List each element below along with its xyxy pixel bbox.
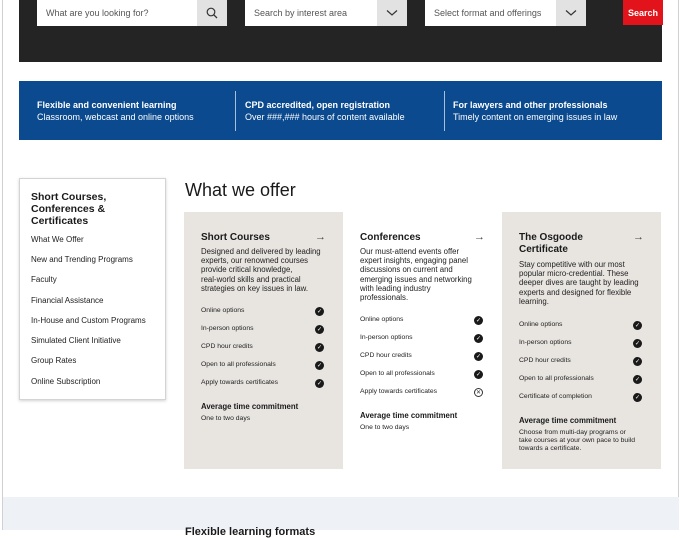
option-label: In-person options xyxy=(360,334,413,341)
card-desc-line: deeper dives are taught by leading xyxy=(519,278,639,288)
option-label: Apply towards certificates xyxy=(360,388,438,395)
card-title-line: Conferences xyxy=(360,232,421,243)
time-line: Choose from multi-day programs or xyxy=(519,429,626,436)
interest-area-select[interactable] xyxy=(245,0,407,26)
interest-area-placeholder: Search by interest area xyxy=(254,8,348,18)
time-commitment-title: Average time commitment xyxy=(201,402,299,411)
option-label: Certificate of completion xyxy=(519,393,592,400)
card-desc-line: expert insights, engaging panel xyxy=(360,256,468,266)
card-title xyxy=(360,232,470,244)
chevron-down-icon xyxy=(565,9,577,17)
formats-section-title: Flexible learning formats xyxy=(185,526,316,538)
arrow-right-icon[interactable]: → xyxy=(633,231,644,243)
sidebar-item-group-rates[interactable]: Group Rates xyxy=(31,356,77,365)
feature-flexible xyxy=(37,81,227,140)
sidebar-item-in-house[interactable]: In-House and Custom Programs xyxy=(31,316,146,325)
card-desc-line: professionals. xyxy=(360,293,409,303)
feature-cpd xyxy=(245,81,435,140)
sidebar-item-simulated-client[interactable]: Simulated Client Initiative xyxy=(31,336,121,345)
check-icon: ✓ xyxy=(316,309,323,315)
sidebar-item-what-we-offer[interactable]: What We Offer xyxy=(31,235,84,244)
card-desc-line: discussions on current and xyxy=(360,265,453,275)
section-title: What we offer xyxy=(185,180,296,200)
sidebar-heading-line: Certificates xyxy=(31,215,89,227)
card-desc-line: Designed and delivered by leading xyxy=(201,247,321,256)
time-commitment-title: Average time commitment xyxy=(360,411,458,420)
time-commitment-value xyxy=(360,424,409,432)
card-title xyxy=(201,232,311,244)
option-label: Online options xyxy=(360,316,404,323)
check-icon: ✓ xyxy=(475,336,482,342)
cross-icon: ✕ xyxy=(475,390,482,396)
check-icon: ✓ xyxy=(475,354,482,360)
card-desc-line: Stay competitive with our most xyxy=(519,260,625,269)
card-title xyxy=(519,232,629,256)
check-icon: ✓ xyxy=(634,323,641,329)
card-desc-line: experts and designed for flexible xyxy=(519,287,632,297)
card-desc-line: experts, our renowned courses xyxy=(201,256,309,266)
check-icon: ✓ xyxy=(316,363,323,369)
format-placeholder: Select format and offerings xyxy=(434,8,542,18)
offer-card-conferences[interactable] xyxy=(343,212,502,469)
sidebar-nav xyxy=(19,178,166,400)
chevron-down-icon xyxy=(386,9,398,17)
card-description xyxy=(519,260,639,306)
option-label: Online options xyxy=(519,321,563,328)
option-label: Apply towards certificates xyxy=(201,379,279,386)
card-desc-line: strategies on key issues in law. xyxy=(201,283,309,293)
sidebar-heading-line: Conferences & xyxy=(31,203,106,215)
arrow-right-icon[interactable]: → xyxy=(474,231,485,243)
time-commitment-value xyxy=(201,415,250,423)
format-dropdown-button[interactable] xyxy=(556,0,586,26)
card-description xyxy=(360,247,472,302)
option-label: In-person options xyxy=(201,325,254,332)
time-line: towards a certificate. xyxy=(519,445,582,452)
format-select[interactable] xyxy=(425,0,586,26)
card-desc-line: with leading industry xyxy=(360,283,431,293)
sidebar-heading-line: Short Courses, xyxy=(31,191,107,203)
option-label: In-person options xyxy=(519,339,572,346)
arrow-right-icon[interactable]: → xyxy=(315,231,326,243)
check-icon: ✓ xyxy=(634,377,641,383)
keyword-search-input[interactable] xyxy=(37,0,227,26)
card-desc-line: real-world skills and practical xyxy=(201,274,301,284)
check-icon: ✓ xyxy=(634,341,641,347)
card-title-line: Short Courses xyxy=(201,232,270,243)
time-commitment-title: Average time commitment xyxy=(519,416,617,425)
time-line: One to two days xyxy=(360,424,410,431)
check-icon: ✓ xyxy=(475,372,482,378)
offer-card-short-courses[interactable] xyxy=(184,212,343,469)
check-icon: ✓ xyxy=(634,395,641,401)
offer-card-osgoode-certificate[interactable] xyxy=(502,212,661,469)
feature-lawyers xyxy=(453,81,653,140)
card-desc-line: provide critical knowledge, xyxy=(201,265,293,275)
card-title-line: Certificate xyxy=(519,244,568,255)
option-label: CPD hour credits xyxy=(201,343,253,350)
option-label: Online options xyxy=(201,307,245,314)
search-icon xyxy=(206,7,218,19)
search-band xyxy=(19,0,662,62)
sidebar-item-online-subscription[interactable]: Online Subscription xyxy=(31,377,101,386)
sidebar-item-faculty[interactable]: Faculty xyxy=(31,275,57,284)
feature-desc: Timely content on emerging issues in law xyxy=(453,112,618,122)
option-label: Open to all professionals xyxy=(360,370,435,377)
card-desc-line: learning. xyxy=(519,296,549,306)
interest-area-dropdown-button[interactable] xyxy=(377,0,407,26)
sidebar-item-new-trending[interactable]: New and Trending Programs xyxy=(31,255,133,264)
sidebar-heading xyxy=(31,191,151,227)
check-icon: ✓ xyxy=(475,318,482,324)
feature-divider xyxy=(444,91,445,131)
feature-title: For lawyers and other professionals xyxy=(453,100,608,110)
sidebar-item-financial-assistance[interactable]: Financial Assistance xyxy=(31,296,104,305)
card-title-line: The Osgoode xyxy=(519,232,583,243)
card-description xyxy=(201,247,321,293)
card-desc-line: popular micro-credential. These xyxy=(519,269,629,279)
feature-desc: Over ###,### hours of content available xyxy=(245,112,405,122)
option-label: Open to all professionals xyxy=(519,375,594,382)
card-desc-line: Our must-attend events offer xyxy=(360,247,460,256)
check-icon: ✓ xyxy=(316,345,323,351)
feature-title: CPD accredited, open registration xyxy=(245,100,391,110)
feature-band xyxy=(19,81,662,140)
search-icon-button[interactable] xyxy=(197,0,227,26)
time-line: One to two days xyxy=(201,415,251,422)
feature-divider xyxy=(235,91,236,131)
formats-section-band xyxy=(3,497,679,530)
check-icon: ✓ xyxy=(316,381,323,387)
check-icon: ✓ xyxy=(634,359,641,365)
search-button[interactable]: Search xyxy=(623,0,663,25)
feature-title: Flexible and convenient learning xyxy=(37,100,177,110)
option-label: CPD hour credits xyxy=(519,357,571,364)
time-commitment-value xyxy=(519,429,635,453)
option-label: CPD hour credits xyxy=(360,352,412,359)
card-desc-line: emerging issues and networking xyxy=(360,274,472,284)
keyword-search-placeholder: What are you looking for? xyxy=(46,8,149,18)
time-line: take courses at your own pace to build xyxy=(519,437,635,444)
check-icon: ✓ xyxy=(316,327,323,333)
option-label: Open to all professionals xyxy=(201,361,276,368)
feature-desc: Classroom, webcast and online options xyxy=(37,112,194,122)
